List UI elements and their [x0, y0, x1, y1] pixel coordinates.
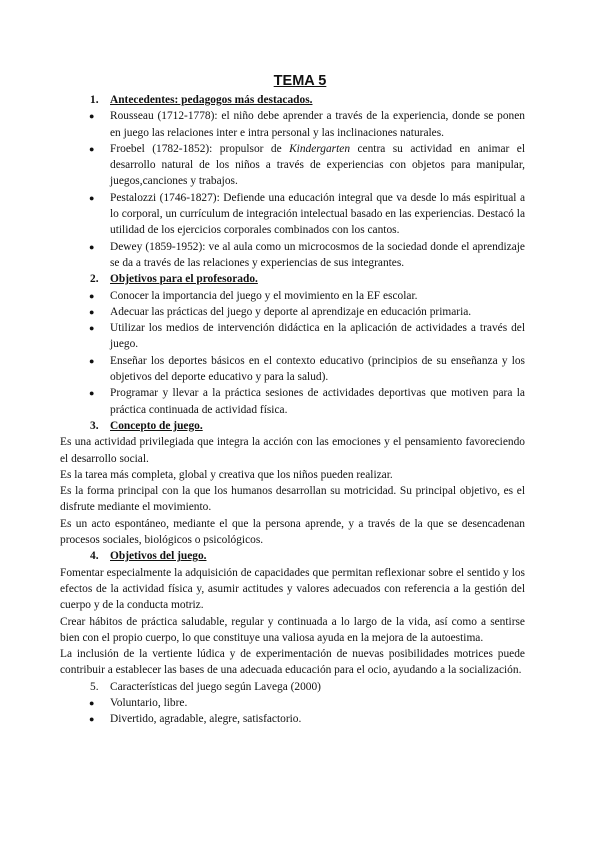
section-title: Concepto de juego. — [110, 419, 203, 432]
paragraph: Crear hábitos de práctica saludable, regular y continuada a lo largo de la vida, así como a sentirse bien con el propio cuerpo, lo que constituye una valiosa ayuda en la mejora de la autoestima. — [60, 615, 525, 644]
document-body — [60, 92, 525, 728]
section-title: Características del juego según Lavega (2000) — [110, 680, 321, 693]
section-number: 1. — [90, 94, 99, 106]
section-number: 5. — [90, 680, 99, 693]
section-heading-antecedentes — [60, 92, 525, 108]
bullet-icon: ● — [89, 192, 95, 203]
bullet-icon: ● — [89, 355, 95, 366]
section-number: 4. — [90, 550, 99, 563]
bullet-icon: ● — [89, 323, 95, 334]
section-number: 3. — [90, 419, 99, 432]
list-item: ● Dewey (1859-1952): ve al aula como un microcosmos de la sociedad donde el aprendizaje se da a través de las relaciones y experiencias de sus integrantes. — [89, 240, 525, 269]
list-item: ● Froebel (1782-1852): propulsor de Kindergarten centra su actividad en animar el desarrollo natural de los niños a través de experiencias con objetos para manipular, juegos,canciones y trabajos. — [89, 142, 525, 188]
page-title: TEMA 5 — [273, 73, 327, 89]
list-item: ● Utilizar los medios de intervención didáctica en la aplicación de actividades a través del juego. — [89, 322, 525, 351]
bullet-icon: ● — [89, 388, 95, 399]
section-heading-caracteristicas — [60, 679, 525, 695]
paragraph: Es un acto espontáneo, mediante el que la persona aprende, y a través de la que se desencadenan procesos sociales, biológicos o psicológicos. — [60, 517, 525, 547]
list-item: ● Voluntario, libre. — [60, 695, 525, 711]
section-heading-concepto-juego — [60, 418, 525, 434]
paragraph: Es una actividad privilegiada que integra la acción con las emociones y el pensamiento favoreciendo el desarrollo social. — [60, 436, 525, 465]
bullet-icon: ● — [89, 143, 95, 154]
paragraph: Es la forma principal con la que los humanos desarrollan su motricidad. Su principal objetivo, es el disfrute mediante el movimiento. — [60, 485, 525, 514]
bullet-icon: ● — [89, 241, 95, 252]
section-title: Antecedentes: pedagogos más destacados. — [110, 94, 313, 106]
bullet-icon: ● — [89, 697, 95, 708]
section-heading-objetivos-profesorado — [60, 271, 525, 287]
list-item: ● Divertido, agradable, alegre, satisfactorio. — [60, 711, 525, 727]
paragraph: Es la tarea más completa, global y creativa que los niños pueden realizar. — [60, 468, 393, 481]
bullet-icon: ● — [89, 306, 95, 317]
characteristics-list — [60, 695, 525, 728]
list-item: ● Conocer la importancia del juego y el movimiento en la EF escolar. — [60, 288, 525, 304]
bullet-icon: ● — [89, 714, 95, 725]
section-heading-objetivos-juego — [60, 548, 525, 564]
list-item: ● Enseñar los deportes básicos en el contexto educativo (principios de su enseñanza y los objetivos del deporte educativo y para la salud). — [89, 354, 525, 384]
list-item: ● Pestalozzi (1746-1827): Defiende una educación integral que va desde lo más espiritual a lo corporal, un currículum de integración intelectual basado en las experiencias. Destacó la utilidad de los ejercicios corporales combinados con los cantos. — [89, 191, 525, 237]
list-item: ● Adecuar las prácticas del juego y deporte al aprendizaje en educación primaria. — [60, 304, 525, 320]
list-item: ● Rousseau (1712-1778): el niño debe aprender a través de la experiencia, donde se ponen en juego las relaciones inter e intra personal y las inclinaciones naturales. — [89, 110, 525, 139]
bullet-icon: ● — [89, 111, 95, 122]
paragraph: La inclusión de la vertiente lúdica y de experimentación de nuevas posibilidades motrices puede contribuir a establecer las bases de una adecuada educación para el ocio, ayudando a la socialización. — [60, 648, 525, 677]
section-number: 2. — [90, 273, 99, 286]
teacher-objectives-list — [60, 288, 525, 418]
section-title: Objetivos para el profesorado. — [110, 273, 258, 286]
paragraph: Fomentar especialmente la adquisición de capacidades que permitan reflexionar sobre el sentido y los efectos de la actividad física y, asumir actitudes y valores adecuados con referencia a la gestión del cuerpo y de la conducta motriz. — [60, 566, 525, 612]
section-title: Objetivos del juego. — [110, 550, 207, 563]
bullet-icon: ● — [89, 290, 95, 301]
list-item: ● Programar y llevar a la práctica sesiones de actividades deportivas que motiven para la práctica continuada de actividad física. — [89, 387, 525, 416]
pedagogues-list — [60, 108, 525, 271]
